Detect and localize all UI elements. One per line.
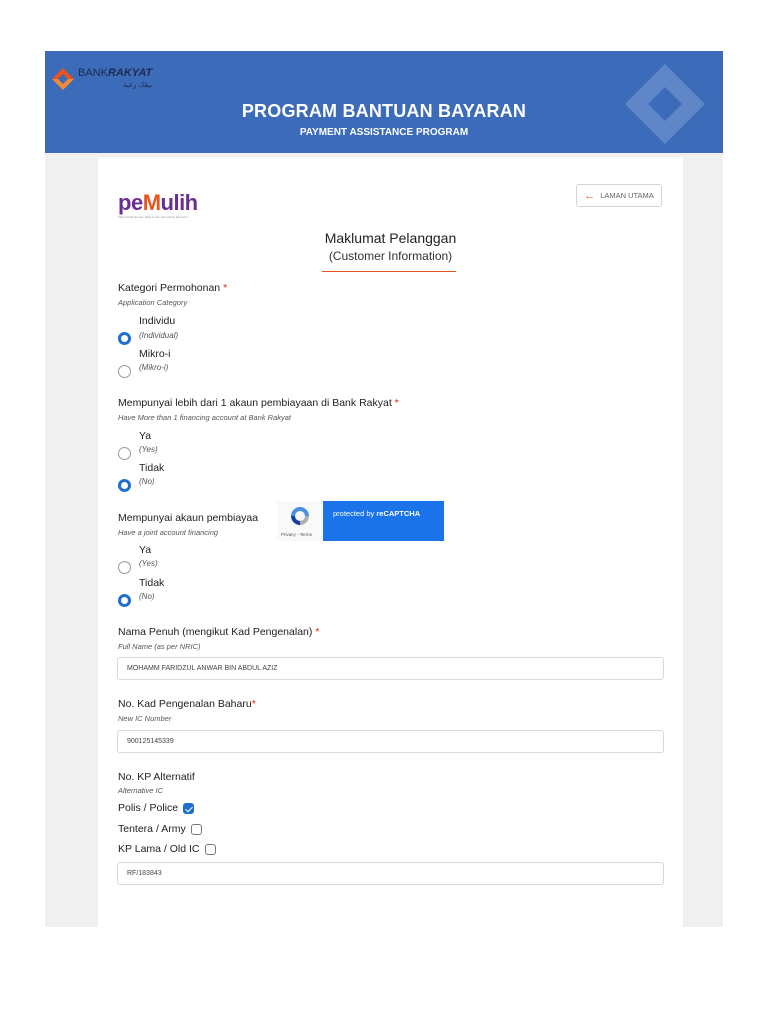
recaptcha-badge[interactable] (277, 501, 444, 541)
form-card (98, 157, 683, 927)
alt-ic-option-label: KP Lama / Old IC (118, 843, 200, 855)
checkbox-army[interactable] (191, 824, 202, 835)
full-name-sublabel: Full Name (as per NRIC) (118, 642, 201, 651)
application-category-sublabel: Application Category (118, 298, 188, 307)
option-mikro-i-label: Mikro-i (139, 348, 171, 360)
recaptcha-logo-panel (277, 501, 323, 541)
pemulih-logo: peMulih (118, 190, 198, 215)
home-button-label: LAMAN UTAMA (600, 191, 654, 200)
banner-subtitle: PAYMENT ASSISTANCE PROGRAM (299, 127, 469, 138)
section-title: Maklumat Pelanggan (324, 230, 457, 246)
recaptcha-privacy-terms[interactable]: Privacy - Terms (281, 532, 312, 537)
option-individu-sublabel: (Individual) (139, 331, 179, 340)
checkbox-police[interactable] (183, 803, 194, 814)
application-category-label: Kategori Permohonan * (118, 282, 228, 294)
radio-individu[interactable] (118, 332, 131, 345)
checkbox-old-ic[interactable] (205, 844, 216, 855)
option-ya-label: Ya (139, 544, 152, 556)
alt-ic-input[interactable]: RF/183843 (117, 862, 664, 885)
joint-account-label: Mempunyai akaun pembiayaa (118, 512, 259, 524)
multi-account-label: Mempunyai lebih dari 1 akaun pembiayaan di Bank Rakyat * (118, 397, 399, 409)
full-name-input[interactable]: MOHAMM FARIDZUL ANWAR BIN ABDUL AZIZ (117, 657, 664, 680)
logo-jawi-text: بيڠک رعية (123, 82, 153, 89)
radio-multi-account-tidak[interactable] (118, 479, 131, 492)
radio-joint-ya[interactable] (118, 561, 131, 574)
arrow-left-icon: ← (584, 189, 596, 202)
alt-ic-option-police[interactable] (118, 802, 194, 814)
option-ya-label: Ya (139, 430, 152, 442)
option-tidak-label: Tidak (139, 462, 165, 474)
multi-account-sublabel: Have More than 1 financing account at Bank Rakyat (118, 413, 292, 422)
alt-ic-option-old-ic[interactable] (118, 843, 216, 855)
radio-mikro-i[interactable] (118, 365, 131, 378)
alt-ic-option-label: Tentera / Army (118, 823, 186, 835)
banner-title: PROGRAM BANTUAN BAYARAN (241, 101, 527, 121)
alt-ic-sublabel: Alternative IC (118, 786, 164, 795)
option-tidak-sublabel: (No) (139, 477, 155, 486)
full-name-label: Nama Penuh (mengikut Kad Pengenalan) * (118, 626, 320, 638)
new-ic-input[interactable]: 900125145339 (117, 730, 664, 753)
logo-wordmark: BANKRAKYAT (78, 67, 153, 79)
alt-ic-option-army[interactable] (118, 823, 202, 835)
header-banner (45, 51, 723, 153)
form-frame (45, 51, 723, 927)
pemulih-tagline: Pakej Perlindungan Rakyat dan Pemulihan Ekonomi (118, 215, 188, 219)
section-divider (322, 271, 456, 272)
option-ya-sublabel: (Yes) (139, 445, 158, 454)
recaptcha-icon (288, 504, 312, 528)
recaptcha-info-panel (323, 501, 444, 541)
option-mikro-i-sublabel: (Mikro-i) (139, 363, 169, 372)
option-tidak-sublabel: (No) (139, 592, 155, 601)
section-subtitle: (Customer Information) (328, 249, 453, 263)
alt-ic-label: No. KP Alternatif (118, 771, 195, 783)
bank-rakyat-logo-icon (51, 67, 75, 91)
option-tidak-label: Tidak (139, 577, 165, 589)
new-ic-sublabel: New IC Number (118, 714, 172, 723)
new-ic-label: No. Kad Pengenalan Baharu* (118, 698, 256, 710)
recaptcha-text: protected by reCAPTCHA (333, 509, 421, 518)
joint-account-sublabel: Have a joint account financing (118, 528, 219, 537)
alt-ic-option-label: Polis / Police (118, 802, 179, 814)
home-button[interactable] (576, 184, 662, 207)
radio-multi-account-ya[interactable] (118, 447, 131, 460)
option-individu-label: Individu (139, 315, 176, 327)
radio-joint-tidak[interactable] (118, 594, 131, 607)
option-ya-sublabel: (Yes) (139, 559, 158, 568)
